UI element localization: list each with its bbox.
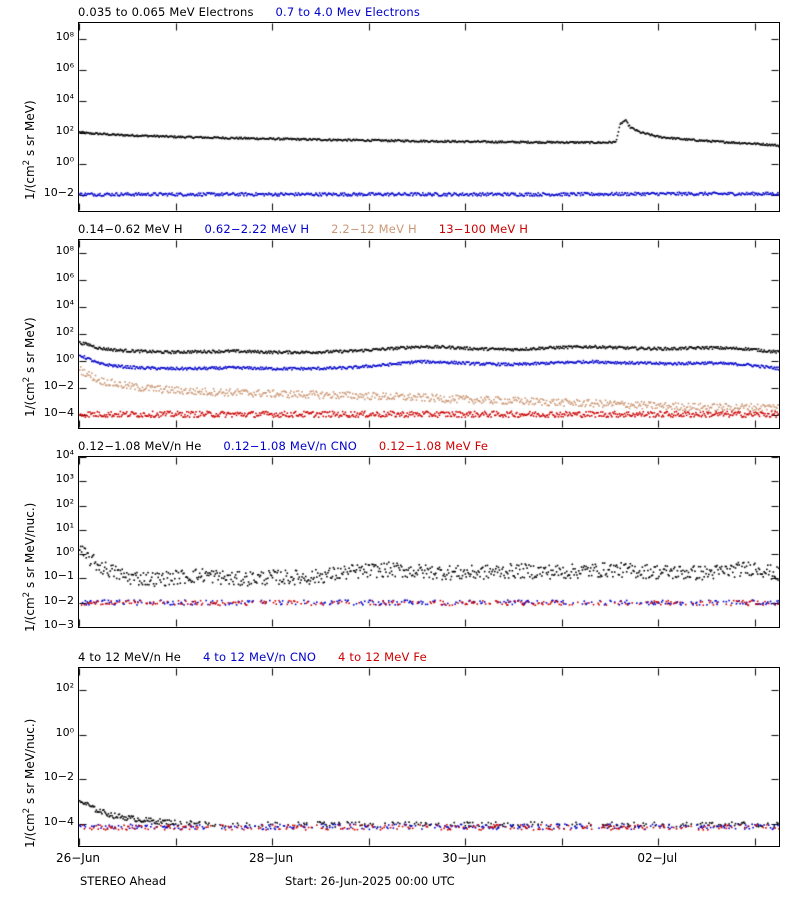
legend-item-p2-1: 0.62−2.22 MeV H [204, 222, 310, 236]
y-tick-label-p4-0: 10−4 [43, 814, 74, 828]
legend-item-p4-2: 4 to 12 MeV Fe [338, 650, 427, 664]
data-canvas-panel-3 [79, 457, 779, 627]
x-tick-label-2: 30−Jun [442, 851, 487, 865]
y-tick-label-p2-3: 10² [55, 325, 74, 338]
legend-item-p2-2: 2.2−12 MeV H [331, 222, 417, 236]
x-tick-label-0: 26−Jun [55, 851, 101, 865]
y-tick-label-p3-4: 10¹ [55, 520, 74, 534]
legend-panel-4 [78, 650, 445, 664]
y-tick-label-p2-4: 10⁴ [55, 298, 74, 312]
y-tick-label-p3-3: 10⁰ [55, 545, 74, 559]
y-tick-label-p2-0: 10−4 [43, 405, 74, 419]
legend-item-p3-1: 0.12−1.08 MeV/n CNO [223, 439, 358, 453]
x-tick-label-3: 02−Jul [637, 851, 678, 865]
legend-panel-3 [78, 439, 506, 453]
legend-item-p3-2: 0.12−1.08 MeV Fe [378, 439, 489, 453]
y-tick-label-p4-2: 10⁰ [55, 725, 74, 739]
y-tick-label-p3-5: 10² [55, 496, 74, 510]
spacecraft-label: STEREO Ahead [80, 874, 167, 888]
plot-area-panel-3 [78, 456, 780, 628]
legend-item-p1-1: 0.7 to 4.0 Mev Electrons [275, 5, 421, 19]
y-tick-label-p2-1: 10−2 [43, 378, 74, 392]
legend-panel-1 [78, 5, 438, 19]
legend-item-p3-0: 0.12−1.08 MeV/n He [78, 439, 202, 453]
data-canvas-panel-2 [79, 240, 779, 428]
y-tick-label-p3-0: 10−3 [43, 618, 74, 631]
y-tick-label-p2-6: 10⁸ [55, 244, 74, 258]
y-tick-label-p1-3: 10⁴ [55, 92, 74, 106]
y-tick-label-p1-5: 10⁸ [55, 29, 74, 43]
legend-item-p4-1: 4 to 12 MeV/n CNO [202, 650, 317, 664]
plot-area-panel-2 [78, 239, 780, 429]
y-tick-label-p1-1: 10⁰ [55, 155, 74, 168]
plot-area-panel-4 [78, 667, 780, 847]
y-tick-label-p3-7: 10⁴ [55, 448, 74, 461]
y-axis-label-panel-1: $1/(cm^2$ s sr MeV) [22, 100, 37, 200]
y-axis-label-panel-4: $1/(cm^2$ s sr MeV/nuc.) [22, 718, 37, 848]
y-tick-label-p1-0: 10−2 [43, 186, 74, 200]
y-tick-label-p1-2: 10² [55, 123, 74, 137]
plot-area-panel-1 [78, 22, 780, 212]
y-tick-label-p1-4: 10⁶ [55, 61, 74, 74]
data-canvas-panel-1 [79, 23, 779, 211]
y-tick-label-p3-2: 10−1 [43, 569, 74, 583]
y-tick-label-p4-3: 10² [55, 681, 74, 695]
legend-panel-2 [78, 222, 546, 236]
y-tick-label-p2-2: 10⁰ [55, 351, 74, 365]
legend-item-p1-0: 0.035 to 0.065 MeV Electrons [78, 5, 254, 19]
legend-item-p2-3: 13−100 MeV H [438, 222, 529, 236]
start-time-label: Start: 26-Jun-2025 00:00 UTC [285, 874, 455, 888]
y-tick-label-p2-5: 10⁶ [55, 271, 74, 285]
legend-item-p4-0: 4 to 12 MeV/n He [78, 650, 182, 664]
y-axis-label-panel-3: $1/(cm^2$ s sr MeV/nuc.) [22, 502, 37, 632]
y-axis-label-panel-2: $1/(cm^2$ s sr MeV) [22, 317, 37, 417]
y-tick-label-p3-6: 10³ [55, 472, 74, 486]
y-tick-label-p3-1: 10−2 [43, 593, 74, 607]
data-canvas-panel-4 [79, 668, 779, 846]
x-tick-label-1: 28−Jun [249, 851, 294, 865]
legend-item-p2-0: 0.14−0.62 MeV H [78, 222, 183, 236]
y-tick-label-p4-1: 10−2 [43, 770, 74, 784]
